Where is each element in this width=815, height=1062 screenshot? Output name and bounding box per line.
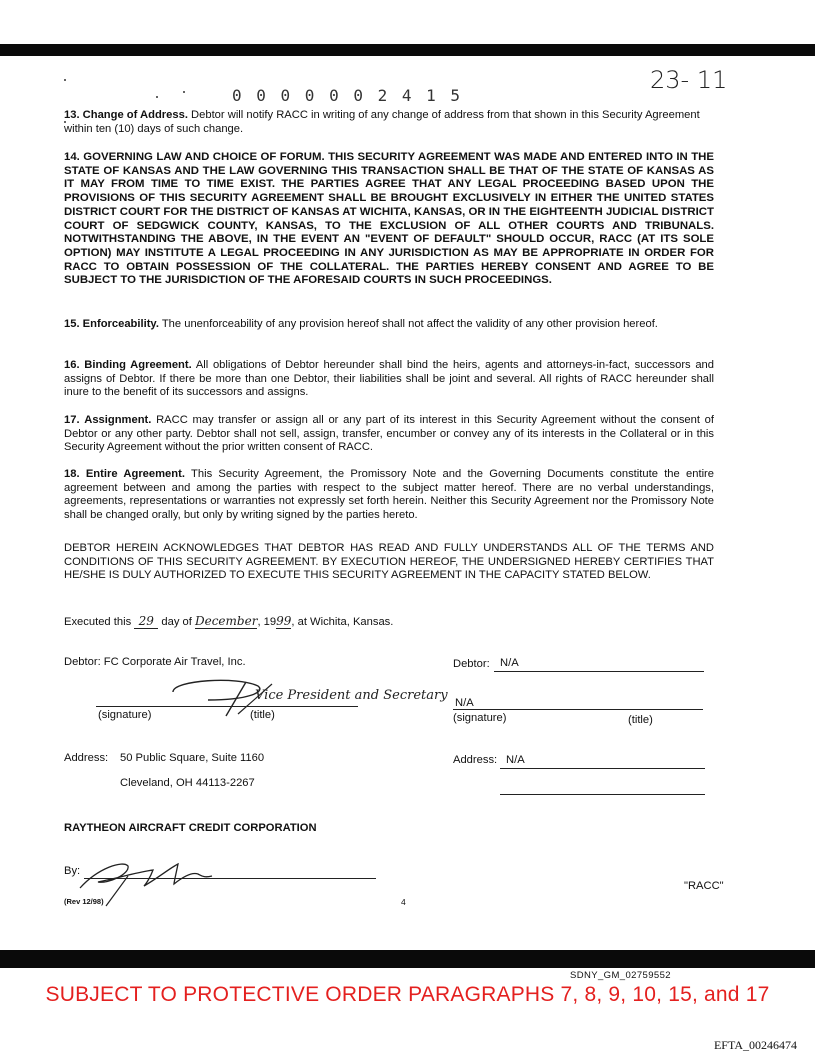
debtor-left-address-label: Address:	[64, 752, 109, 764]
debtor-right-signature-line	[453, 709, 703, 710]
racc-company: RAYTHEON AIRCRAFT CREDIT CORPORATION	[64, 822, 317, 834]
section-15-title: Enforceability.	[82, 318, 159, 330]
debtor-left-label: Debtor:	[64, 656, 101, 668]
scan-dot	[183, 91, 185, 93]
debtor-left-label-row	[64, 656, 246, 668]
section-13-title: Change of Address.	[82, 109, 188, 121]
section-17	[64, 414, 714, 455]
debtor-right-address-label: Address:	[453, 754, 498, 766]
section-15-text: The unenforceability of any provision hereof shall not affect the validity of any other provision hereof.	[161, 318, 658, 330]
section-18-title: Entire Agreement.	[85, 468, 185, 480]
debtor-right-title-label: (title)	[628, 714, 653, 726]
section-17-num: 17.	[64, 414, 80, 426]
page-number: 4	[401, 897, 406, 907]
executed-day-label: day of	[161, 616, 192, 628]
section-18-text: This Security Agreement, the Promissory Note and the Governing Documents constitute the entire agreement between and among the parties with respect to the subject matter hereof. There are no verbal understandings, agreements, representations or warranties not expressly set forth herein. Neither this Security Agreement nor the Promissory Note shall be changed orally, but only by writing signed by the parties hereto.	[64, 468, 715, 521]
top-scan-bar	[0, 44, 815, 56]
section-16-title: Binding Agreement.	[84, 359, 192, 371]
section-16	[64, 359, 714, 400]
section-14-title: GOVERNING LAW AND CHOICE OF FORUM.	[83, 151, 325, 163]
executed-line	[64, 614, 393, 629]
section-18	[64, 468, 714, 522]
racc-signature-line	[84, 878, 376, 879]
debtor-left-title-label: (title)	[250, 709, 275, 721]
debtor-left-signature-label: (signature)	[98, 709, 152, 721]
executed-year: 99	[276, 614, 292, 628]
section-15	[64, 318, 714, 332]
handwritten-page-number: 23- 11	[650, 66, 728, 94]
efta-number: EFTA_00246474	[713, 1038, 797, 1052]
debtor-right-signature-value: N/A	[455, 697, 474, 709]
section-13-num: 13.	[64, 109, 80, 121]
section-17-title: Assignment.	[84, 414, 152, 426]
rev-label: (Rev 12/98)	[64, 897, 104, 906]
section-14	[64, 151, 714, 288]
scan-dot	[64, 79, 66, 81]
section-16-num: 16.	[64, 359, 80, 371]
debtor-right-name: N/A	[500, 657, 519, 669]
section-17-text: RACC may transfer or assign all or any part of its interest in this Security Agreement without the consent of Debtor or any other party. Debtor shall not sell, assign, transfer, encumber or convey any of its interests in the Collateral or in this Security Agreement without the prior written consent of RACC.	[64, 414, 714, 454]
section-13-text: Debtor will notify RACC in writing of any change of address from that shown in this Security Agreement within ten (10) days of such change.	[64, 109, 700, 135]
section-15-num: 15.	[64, 318, 80, 330]
scan-dot	[156, 96, 158, 98]
debtor-right-address-value: N/A	[506, 754, 525, 766]
section-14-text: THIS SECURITY AGREEMENT WAS MADE AND ENTERED INTO IN THE STATE OF KANSAS AND THE LAW GOVERNING THIS TRANSACTION SHALL BE THAT OF THE STATE OF KANSAS AS IT MAY FROM TIME TO TIME EXIST. THE PARTIES AGREE THAT ANY LEGAL PROCEEDING BASED UPON THE PROVISIONS OF THIS SECURITY AGREEMENT SHALL BE BROUGHT EXCLUSIVELY IN EITHER THE UNITED STATES DISTRICT COURT FOR THE DISTRICT OF KANSAS AT WICHITA, KANSAS, OR IN THE EIGHTEENTH JUDICIAL DISTRICT COURT OF SEDGWICK COUNTY, KANSAS, TO THE EXCLUSION OF ALL OTHER COURTS AND TRIBUNALS. NOTWITHSTANDING THE ABOVE, IN THE EVENT AN "EVENT OF DEFAULT" SHOULD OCCUR, RACC (AT ITS SOLE OPTION) MAY INSTITUTE A LEGAL PROCEEDING IN ANY JURISDICTION AS MAY BE APPROPRIATE IN ORDER FOR RACC TO OBTAIN POSSESSION OF THE COLLATERAL. THE PARTIES HEREBY CONSENT AND AGREE TO BE SUBJECT TO THE JURISDICTION OF THE AFORESAID COURTS IN SUCH PROCEEDINGS.	[64, 151, 714, 287]
protective-order-notice: SUBJECT TO PROTECTIVE ORDER PARAGRAPHS 7, 8, 9, 10, 15, and 17	[45, 983, 770, 1006]
debtor-left-address-line2: Cleveland, OH 44113-2267	[120, 777, 255, 789]
executed-day: 29	[134, 614, 158, 629]
debtor-left-title-handwritten: Vice President and Secretary	[255, 688, 448, 703]
section-13	[64, 109, 714, 136]
debtor-right-address-line	[500, 768, 705, 769]
debtor-right-signature-label: (signature)	[453, 712, 507, 724]
racc-quote-label: "RACC"	[684, 880, 724, 892]
debtor-right-name-line	[494, 671, 704, 672]
bates-number: 0 0 0 0 0 0 2 4 1 5	[232, 86, 463, 105]
debtor-left-address-line1: 50 Public Square, Suite 1160	[120, 752, 265, 764]
section-16-text: All obligations of Debtor hereunder shall bind the heirs, agents and attorneys-in-fact, successors and assigns of Debtor. If there be more than one Debtor, their liabilities shall be joint and several. All rights of RACC hereunder shall inure to the benefit of its successors and assigns.	[64, 359, 715, 399]
executed-suffix: , at Wichita, Kansas.	[291, 616, 394, 628]
debtor-left-name: FC Corporate Air Travel, Inc.	[103, 656, 246, 668]
acknowledgement: DEBTOR HEREIN ACKNOWLEDGES THAT DEBTOR HAS READ AND FULLY UNDERSTANDS ALL OF THE TERMS AND CONDITIONS OF THIS SECURITY AGREEMENT. BY EXECUTION HEREOF, THE UNDERSIGNED HEREBY CERTIFIES THAT HE/SHE IS DULY AUTHORIZED TO EXECUTE THIS SECURITY AGREEMENT IN THE CAPACITY STATED BELOW.	[64, 542, 714, 582]
executed-year-prefix: , 19	[257, 616, 277, 628]
racc-by-label: By:	[64, 865, 81, 877]
executed-month: December	[194, 614, 258, 628]
debtor-right-label: Debtor:	[453, 658, 490, 670]
executed-prefix: Executed this	[64, 616, 132, 628]
debtor-left-signature-line	[96, 706, 358, 707]
bottom-scan-bar	[0, 950, 815, 968]
debtor-right-address-line2	[500, 794, 705, 795]
sdny-bates: SDNY_GM_02759552	[570, 970, 671, 981]
section-18-num: 18.	[64, 468, 80, 480]
section-14-num: 14.	[64, 151, 80, 163]
